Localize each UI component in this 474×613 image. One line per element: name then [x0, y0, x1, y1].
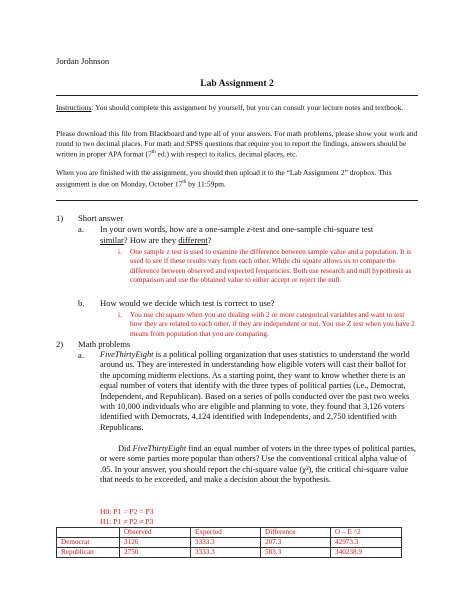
top-divider	[56, 95, 418, 96]
q2a-org-name: FiveThirtyEight	[100, 350, 154, 359]
q1a-text: In your own words, how are a one-sample	[100, 224, 247, 234]
q1a-end: ?	[207, 235, 212, 245]
table-row	[57, 538, 402, 548]
table-cell: 583.3	[261, 548, 331, 558]
table-header-cell: Observed	[120, 528, 191, 538]
q1a-answer: One sample z test is used to examine the difference between sample value and a population. It is used to see if these results vary from each other. While chi square allows us to compare the difference between observed and expected frequencies. Both use research and null hypothesis as comparison and use the obtained value to either accept or reject the null.	[130, 247, 412, 285]
instructions-text: : You should complete this assignment by yourself, but you can consult your lecture notes and textbook.	[91, 103, 404, 112]
instructions-label: Instructions	[56, 103, 92, 112]
q1a-letter: a.	[78, 224, 84, 234]
q2a-org-name-2: FiveThirtyEight	[132, 444, 187, 453]
table-cell: 42973.3	[331, 538, 402, 548]
table-header-cell: Expected	[191, 528, 261, 538]
download-paragraph	[56, 129, 418, 159]
table-cell: 3126	[120, 538, 191, 548]
upload-superscript: th	[182, 179, 187, 185]
table-cell: 3333.3	[191, 548, 261, 558]
q1a-similar: similar	[100, 235, 124, 245]
q1b-answer: You use chi square when you are dealing with 2 or more categorical variables and want to test how they are related to each other, if they are independent or not. You use Z test when you have 2 means from population that you are comparing.	[130, 310, 415, 338]
q2a-did: Did	[118, 444, 133, 453]
q2-heading: Math problems	[78, 339, 131, 349]
q1a-question-line1	[100, 224, 373, 235]
q1a-answer-number: i.	[118, 247, 122, 256]
table-header-cell: O – E ^2	[331, 528, 402, 538]
upload-text-end: by 11:59pm.	[186, 179, 226, 189]
upload-text: When you are finished with the assignment, you should then upload it to the “Lab Assignment 2” dropbox. This assignment is due on Monday, October 17	[56, 168, 392, 189]
instructions-paragraph	[56, 103, 418, 113]
page-title: Lab Assignment 2	[200, 78, 274, 89]
chi-square-table	[56, 527, 402, 558]
q1a-different: different	[178, 235, 208, 245]
q1b-letter: b.	[78, 298, 85, 308]
table-header-cell	[57, 528, 120, 538]
q2a-paragraph-1	[100, 350, 418, 433]
author-name: Jordan Johnson	[56, 56, 110, 66]
q1a-question-line2	[100, 235, 212, 246]
alt-hypothesis: H1: P1 ≠ P2 ≠ P3	[100, 517, 154, 526]
q2a-letter: a.	[78, 350, 84, 360]
table-header-row	[57, 528, 402, 538]
chi-square-table-wrap	[56, 527, 418, 557]
q1b-answer-number: i.	[118, 310, 122, 319]
q1-number: 1)	[56, 213, 64, 223]
table-cell: 207.3	[261, 538, 331, 548]
q2a-paragraph-2	[100, 444, 418, 486]
download-text-end: ed.) with respect to italics, decimal places, etc.	[155, 149, 298, 159]
q2-number: 2)	[56, 339, 64, 349]
table-row	[57, 548, 402, 558]
q1a-mid: ? How are they	[123, 235, 179, 245]
download-text: Please download this file from Blackboard and type all of your answers. For math problems, please show your work and round to two decimal places. For math and SPSS questions that require you to report the findings, answers should be written in proper APA format (7	[56, 129, 418, 159]
q1a-text-2: -test and one-sample chi-square test	[250, 224, 374, 234]
upload-paragraph	[56, 168, 418, 189]
table-cell: 340238.9	[331, 548, 402, 558]
table-cell: 2750	[120, 548, 191, 558]
q1b-question: How would we decide which test is correct to use?	[100, 298, 275, 308]
q1a-z: z	[246, 224, 251, 234]
table-cell: 3333.3	[191, 538, 261, 548]
null-hypothesis: H0: P1 = P2 = P3	[100, 507, 154, 516]
q1-heading: Short answer	[78, 213, 124, 223]
table-cell: Democrat	[57, 538, 120, 548]
download-superscript: th	[151, 150, 156, 156]
table-header-cell: Difference	[261, 528, 331, 538]
q2a-text-2: find an equal number of voters in the three types of political parties, or were some parties more popular than others? Use the conventional critical alpha value of .05. In your answer, you should report the chi-square value (χ²), the critical chi-square value that needs to be exceeded, and make a decision about the hypothesis.	[100, 444, 416, 485]
table-cell: Republican	[57, 548, 120, 558]
bottom-divider	[56, 200, 418, 201]
q2a-text: is a political polling organization that uses statistics to understand the world around us. They are interested in understanding how eligible voters will cast their ballot for the upcoming midterm elections. As a starting point, they want to know whether there is an equal number of voters that identify with the three types of political parties (i.e., Democrat, Independent, and Republican). Based on a series of polls conducted over the past two weeks with 10,000 individuals who are eligible and planning to vote, they found that 3,126 voters identified with Democrats, 4,124 identified with Independents, and 2,750 identified with Republicans.	[100, 350, 410, 432]
